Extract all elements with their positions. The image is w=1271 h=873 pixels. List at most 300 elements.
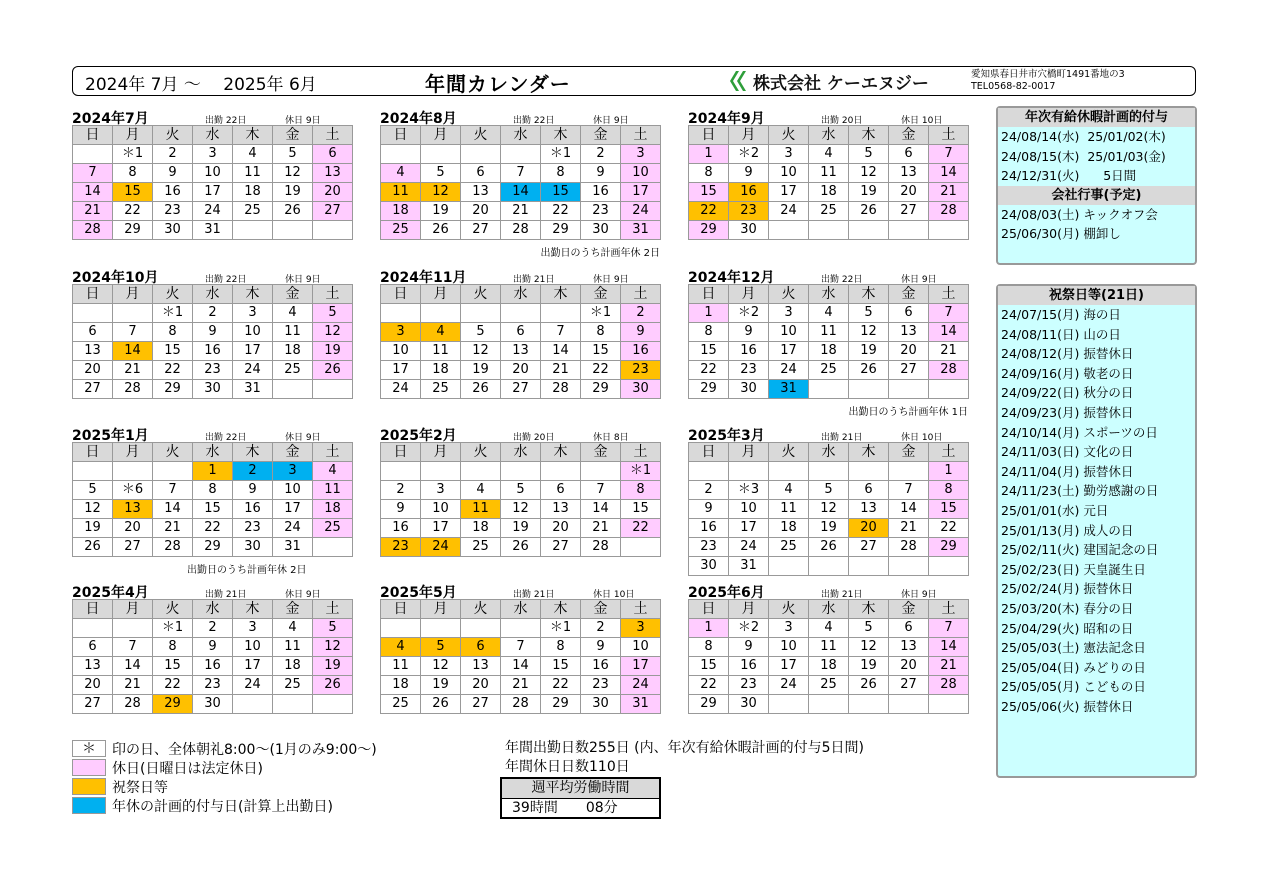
- day-cell: 26: [461, 380, 501, 399]
- day-cell: 4: [809, 145, 849, 164]
- day-cell: 6: [889, 145, 929, 164]
- day-cell: 13: [461, 657, 501, 676]
- day-cell: 6: [501, 323, 541, 342]
- day-cell: 14: [113, 657, 153, 676]
- day-cell: 28: [581, 538, 621, 557]
- weekday-header: 金: [273, 285, 313, 304]
- day-cell: 10: [233, 323, 273, 342]
- day-cell: 8: [153, 323, 193, 342]
- month-table: [72, 125, 353, 240]
- holiday-line: 25/03/20(木) 春分の日: [1001, 600, 1134, 616]
- empty-cell: [421, 145, 461, 164]
- day-cell: 14: [153, 500, 193, 519]
- day-cell: 5: [313, 619, 353, 638]
- day-cell: 13: [113, 500, 153, 519]
- legend-text: 祝祭日等: [112, 779, 168, 796]
- legend-row: [72, 739, 377, 758]
- holiday-line: 25/01/13(月) 成人の日: [1001, 522, 1134, 538]
- day-cell: 10: [381, 342, 421, 361]
- day-cell: 9: [581, 638, 621, 657]
- day-cell: 16: [193, 657, 233, 676]
- tel-line: TEL0568-82-0017: [971, 81, 1056, 92]
- day-cell: 4: [381, 164, 421, 183]
- day-cell: 11: [313, 481, 353, 500]
- weekday-header: 木: [849, 285, 889, 304]
- total-work-days: 年間出勤日数255日 (内、年次有給休暇計画的付与5日間): [505, 740, 865, 756]
- weekday-header: 金: [273, 443, 313, 462]
- day-cell: 24: [233, 361, 273, 380]
- day-cell: 7: [501, 638, 541, 657]
- day-cell: 20: [889, 342, 929, 361]
- empty-cell: [541, 462, 581, 481]
- day-cell: 28: [113, 695, 153, 714]
- day-cell: 19: [849, 183, 889, 202]
- day-cell: 18: [809, 657, 849, 676]
- day-cell: 7: [113, 323, 153, 342]
- day-cell: 5: [73, 481, 113, 500]
- day-cell: 10: [769, 638, 809, 657]
- weekday-header: 火: [461, 126, 501, 145]
- empty-cell: [501, 619, 541, 638]
- day-cell: 2: [581, 619, 621, 638]
- month-name: 2025年5月: [380, 585, 457, 601]
- weekday-header: 木: [541, 600, 581, 619]
- day-cell: 3: [381, 323, 421, 342]
- day-cell: 5: [849, 145, 889, 164]
- day-cell: 29: [689, 380, 729, 399]
- day-cell: 29: [929, 538, 969, 557]
- empty-cell: [501, 145, 541, 164]
- day-cell: 22: [153, 361, 193, 380]
- holiday-line: 25/05/04(日) みどりの日: [1001, 659, 1146, 675]
- day-cell: 2: [621, 304, 661, 323]
- day-cell: 24: [621, 202, 661, 221]
- day-cell: 25: [809, 361, 849, 380]
- day-cell: 16: [193, 342, 233, 361]
- day-cell: 11: [381, 657, 421, 676]
- weekday-header: 月: [729, 600, 769, 619]
- day-cell: 2: [689, 481, 729, 500]
- day-cell: 25: [381, 221, 421, 240]
- day-cell: 15: [193, 500, 233, 519]
- day-cell: 31: [729, 557, 769, 576]
- day-cell: ＊2: [729, 304, 769, 323]
- holiday-line: 25/01/01(水) 元日: [1001, 502, 1109, 518]
- day-cell: 13: [73, 657, 113, 676]
- weekday-header: 土: [621, 443, 661, 462]
- empty-cell: [929, 695, 969, 714]
- day-cell: 16: [689, 519, 729, 538]
- holiday-line: 24/07/15(月) 海の日: [1001, 307, 1121, 322]
- month-calendar: [380, 108, 668, 259]
- month-name: 2025年3月: [688, 428, 765, 444]
- day-cell: 30: [729, 221, 769, 240]
- holiday-line: 24/09/16(月) 敬老の日: [1001, 365, 1134, 381]
- month-name: 2025年4月: [72, 585, 149, 601]
- day-cell: 21: [889, 519, 929, 538]
- empty-cell: [381, 304, 421, 323]
- holiday-line: 24/11/03(日) 文化の日: [1001, 444, 1134, 460]
- day-cell: 28: [113, 380, 153, 399]
- day-cell: 12: [421, 657, 461, 676]
- day-cell: 26: [313, 361, 353, 380]
- day-cell: 21: [113, 361, 153, 380]
- day-cell: 18: [461, 519, 501, 538]
- day-cell: 17: [769, 183, 809, 202]
- day-cell: 25: [421, 380, 461, 399]
- month-title-row: [72, 582, 360, 599]
- month-title-row: [380, 582, 668, 599]
- month-name: 2024年8月: [380, 111, 457, 127]
- day-cell: 19: [421, 676, 461, 695]
- off-days: 休日 9日: [285, 116, 321, 126]
- weekday-header: 木: [233, 126, 273, 145]
- month-title-row: [688, 582, 976, 599]
- weekday-header: 金: [889, 285, 929, 304]
- weekday-header: 土: [313, 285, 353, 304]
- day-cell: 18: [273, 657, 313, 676]
- day-cell: 5: [313, 304, 353, 323]
- holidays-panel: [996, 284, 1197, 778]
- day-cell: 3: [769, 619, 809, 638]
- day-cell: 3: [233, 304, 273, 323]
- empty-cell: [461, 462, 501, 481]
- day-cell: 20: [889, 657, 929, 676]
- month-title-row: [380, 108, 668, 125]
- day-cell: 13: [849, 500, 889, 519]
- day-cell: 7: [929, 619, 969, 638]
- day-cell: 20: [313, 183, 353, 202]
- empty-cell: [233, 221, 273, 240]
- day-cell: 11: [809, 638, 849, 657]
- weekday-header: 土: [313, 443, 353, 462]
- day-cell: 19: [73, 519, 113, 538]
- day-cell: 27: [73, 380, 113, 399]
- day-cell: 10: [621, 164, 661, 183]
- day-cell: 11: [461, 500, 501, 519]
- empty-cell: [381, 619, 421, 638]
- day-cell: 9: [233, 481, 273, 500]
- work-days: 出勤 21日: [821, 590, 863, 600]
- day-cell: 4: [809, 304, 849, 323]
- annual-leave-line: 24/08/14(水) 25/01/02(木): [1001, 129, 1166, 144]
- day-cell: 29: [193, 538, 233, 557]
- day-cell: 7: [113, 638, 153, 657]
- weekday-header: 金: [273, 600, 313, 619]
- empty-cell: [809, 557, 849, 576]
- month-title-row: [688, 267, 976, 284]
- empty-cell: [313, 221, 353, 240]
- empty-cell: [421, 462, 461, 481]
- day-cell: 13: [461, 183, 501, 202]
- empty-cell: [541, 304, 581, 323]
- day-cell: 12: [421, 183, 461, 202]
- day-cell: 4: [461, 481, 501, 500]
- day-cell: 16: [729, 657, 769, 676]
- day-cell: 5: [421, 638, 461, 657]
- work-days: 出勤 21日: [821, 433, 863, 443]
- weekday-header: 木: [233, 600, 273, 619]
- empty-cell: [461, 304, 501, 323]
- day-cell: 6: [461, 638, 501, 657]
- weekday-header: 日: [73, 443, 113, 462]
- holidays-title: 祝祭日等(21日): [998, 286, 1195, 305]
- day-cell: 29: [113, 221, 153, 240]
- month-calendar: [688, 108, 976, 240]
- weekday-header: 水: [193, 600, 233, 619]
- empty-cell: [501, 304, 541, 323]
- month-calendar: [688, 425, 976, 576]
- day-cell: 24: [769, 676, 809, 695]
- day-cell: 26: [849, 676, 889, 695]
- off-days: 休日 9日: [901, 275, 937, 285]
- day-cell: 3: [233, 619, 273, 638]
- day-cell: 25: [313, 519, 353, 538]
- day-cell: 5: [273, 145, 313, 164]
- month-calendar: [380, 425, 668, 557]
- weekday-header: 水: [501, 443, 541, 462]
- day-cell: ＊1: [153, 619, 193, 638]
- day-cell: 28: [541, 380, 581, 399]
- day-cell: 3: [621, 619, 661, 638]
- day-cell: 17: [233, 657, 273, 676]
- day-cell: 20: [541, 519, 581, 538]
- off-days: 休日 9日: [593, 275, 629, 285]
- legend-row: [72, 796, 377, 815]
- day-cell: 11: [233, 164, 273, 183]
- off-days: 休日 9日: [285, 275, 321, 285]
- day-cell: 29: [689, 221, 729, 240]
- day-cell: 17: [193, 183, 233, 202]
- day-cell: 3: [769, 145, 809, 164]
- weekday-header: 火: [153, 443, 193, 462]
- day-cell: 18: [233, 183, 273, 202]
- holiday-line: 25/04/29(火) 昭和の日: [1001, 620, 1134, 636]
- day-cell: 11: [273, 638, 313, 657]
- day-cell: 12: [461, 342, 501, 361]
- day-cell: 4: [421, 323, 461, 342]
- empty-cell: [889, 557, 929, 576]
- day-cell: 16: [621, 342, 661, 361]
- weekday-header: 水: [501, 126, 541, 145]
- page-title: 年間カレンダー: [425, 72, 571, 96]
- weekday-header: 水: [809, 443, 849, 462]
- day-cell: 31: [621, 221, 661, 240]
- planned-leave-note: 出勤日のうち計画年休 2日: [540, 248, 660, 259]
- day-cell: 20: [889, 183, 929, 202]
- day-cell: 9: [193, 323, 233, 342]
- day-cell: 3: [621, 145, 661, 164]
- month-name: 2024年10月: [72, 270, 159, 286]
- holiday-line: 24/08/12(月) 振替休日: [1001, 346, 1134, 362]
- work-days: 出勤 20日: [821, 116, 863, 126]
- day-cell: 27: [849, 538, 889, 557]
- day-cell: 6: [849, 481, 889, 500]
- address-line: 愛知県春日井市穴橋町1491番地の3: [971, 69, 1125, 80]
- day-cell: 4: [233, 145, 273, 164]
- day-cell: 20: [461, 202, 501, 221]
- day-cell: 21: [153, 519, 193, 538]
- weekday-header: 水: [193, 126, 233, 145]
- day-cell: 10: [193, 164, 233, 183]
- weekday-header: 木: [849, 600, 889, 619]
- off-days: 休日 10日: [593, 590, 635, 600]
- day-cell: 7: [541, 323, 581, 342]
- weekly-hours-title: 週平均労働時間: [502, 779, 659, 799]
- empty-cell: [621, 538, 661, 557]
- day-cell: 23: [153, 202, 193, 221]
- day-cell: 21: [929, 183, 969, 202]
- day-cell: 15: [929, 500, 969, 519]
- weekday-header: 火: [461, 285, 501, 304]
- empty-cell: [73, 619, 113, 638]
- day-cell: 17: [381, 361, 421, 380]
- day-cell: 24: [193, 202, 233, 221]
- empty-cell: [889, 221, 929, 240]
- empty-cell: [809, 462, 849, 481]
- weekday-header: 木: [233, 443, 273, 462]
- legend-text: 年休の計画的付与日(計算上出勤日): [112, 798, 333, 815]
- day-cell: 10: [769, 323, 809, 342]
- day-cell: 23: [581, 676, 621, 695]
- day-cell: 13: [313, 164, 353, 183]
- day-cell: 18: [381, 676, 421, 695]
- day-cell: 26: [809, 538, 849, 557]
- weekday-header: 月: [421, 285, 461, 304]
- day-cell: 17: [729, 519, 769, 538]
- weekday-header: 月: [421, 443, 461, 462]
- weekday-header: 金: [889, 126, 929, 145]
- weekly-hours-value: 39時間 08分: [512, 800, 618, 816]
- day-cell: 25: [273, 676, 313, 695]
- empty-cell: [849, 557, 889, 576]
- day-cell: 2: [193, 304, 233, 323]
- weekday-header: 日: [689, 285, 729, 304]
- day-cell: 1: [689, 619, 729, 638]
- day-cell: 23: [381, 538, 421, 557]
- month-calendar: [688, 267, 976, 418]
- off-days: 休日 8日: [593, 433, 629, 443]
- day-cell: 20: [461, 676, 501, 695]
- day-cell: 28: [73, 221, 113, 240]
- day-cell: 17: [621, 183, 661, 202]
- day-cell: 22: [689, 676, 729, 695]
- empty-cell: [501, 462, 541, 481]
- day-cell: 24: [273, 519, 313, 538]
- day-cell: 14: [581, 500, 621, 519]
- day-cell: 24: [769, 361, 809, 380]
- day-cell: 10: [421, 500, 461, 519]
- holiday-line: 25/05/06(火) 振替休日: [1001, 698, 1134, 714]
- annual-leave-panel: [996, 106, 1197, 265]
- month-title-row: [72, 425, 360, 442]
- day-cell: 1: [689, 304, 729, 323]
- weekday-header: 日: [381, 126, 421, 145]
- day-cell: 9: [689, 500, 729, 519]
- empty-cell: [273, 221, 313, 240]
- empty-cell: [929, 557, 969, 576]
- weekday-header: 火: [769, 285, 809, 304]
- day-cell: 30: [581, 221, 621, 240]
- empty-cell: [73, 304, 113, 323]
- day-cell: 27: [313, 202, 353, 221]
- holiday-line: 24/10/14(月) スポーツの日: [1001, 424, 1158, 440]
- day-cell: 26: [73, 538, 113, 557]
- day-cell: ＊3: [729, 481, 769, 500]
- month-name: 2024年7月: [72, 111, 149, 127]
- day-cell: 23: [729, 361, 769, 380]
- day-cell: 12: [313, 638, 353, 657]
- empty-cell: [273, 695, 313, 714]
- day-cell: 18: [313, 500, 353, 519]
- day-cell: 24: [233, 676, 273, 695]
- weekday-header: 日: [73, 285, 113, 304]
- day-cell: 31: [193, 221, 233, 240]
- empty-cell: [849, 221, 889, 240]
- day-cell: 6: [461, 164, 501, 183]
- month-title-row: [380, 267, 668, 284]
- day-cell: 11: [273, 323, 313, 342]
- weekday-header: 日: [381, 285, 421, 304]
- month-calendar: [380, 582, 668, 714]
- empty-cell: [689, 462, 729, 481]
- empty-cell: [73, 145, 113, 164]
- weekday-header: 日: [73, 126, 113, 145]
- day-cell: 29: [541, 695, 581, 714]
- day-cell: 14: [929, 323, 969, 342]
- day-cell: 11: [421, 342, 461, 361]
- weekday-header: 水: [501, 600, 541, 619]
- day-cell: 9: [729, 323, 769, 342]
- weekday-header: 火: [769, 600, 809, 619]
- day-cell: 31: [621, 695, 661, 714]
- empty-cell: [769, 221, 809, 240]
- day-cell: 12: [313, 323, 353, 342]
- empty-cell: [849, 695, 889, 714]
- day-cell: 24: [769, 202, 809, 221]
- day-cell: ＊1: [153, 304, 193, 323]
- empty-cell: [581, 462, 621, 481]
- day-cell: 5: [461, 323, 501, 342]
- day-cell: 14: [541, 342, 581, 361]
- day-cell: 26: [421, 221, 461, 240]
- off-days: 休日 10日: [901, 433, 943, 443]
- day-cell: 23: [689, 538, 729, 557]
- day-cell: 7: [929, 145, 969, 164]
- month-name: 2025年1月: [72, 428, 149, 444]
- weekday-header: 土: [621, 285, 661, 304]
- empty-cell: [73, 462, 113, 481]
- company-event-line: 24/08/03(土) キックオフ会: [1001, 206, 1158, 222]
- holiday-line: 25/05/03(土) 憲法記念日: [1001, 640, 1146, 656]
- day-cell: 19: [273, 183, 313, 202]
- day-cell: ＊6: [113, 481, 153, 500]
- holiday-line: 24/11/04(月) 振替休日: [1001, 463, 1134, 479]
- planned-leave-note: 出勤日のうち計画年休 2日: [187, 565, 307, 576]
- day-cell: 28: [929, 676, 969, 695]
- empty-cell: [929, 221, 969, 240]
- day-cell: 28: [501, 221, 541, 240]
- weekday-header: 木: [849, 443, 889, 462]
- off-days: 休日 9日: [285, 433, 321, 443]
- work-days: 出勤 21日: [205, 590, 247, 600]
- day-cell: 13: [541, 500, 581, 519]
- day-cell: 15: [621, 500, 661, 519]
- day-cell: 6: [889, 619, 929, 638]
- day-cell: 12: [809, 500, 849, 519]
- weekday-header: 金: [581, 600, 621, 619]
- day-cell: ＊1: [541, 619, 581, 638]
